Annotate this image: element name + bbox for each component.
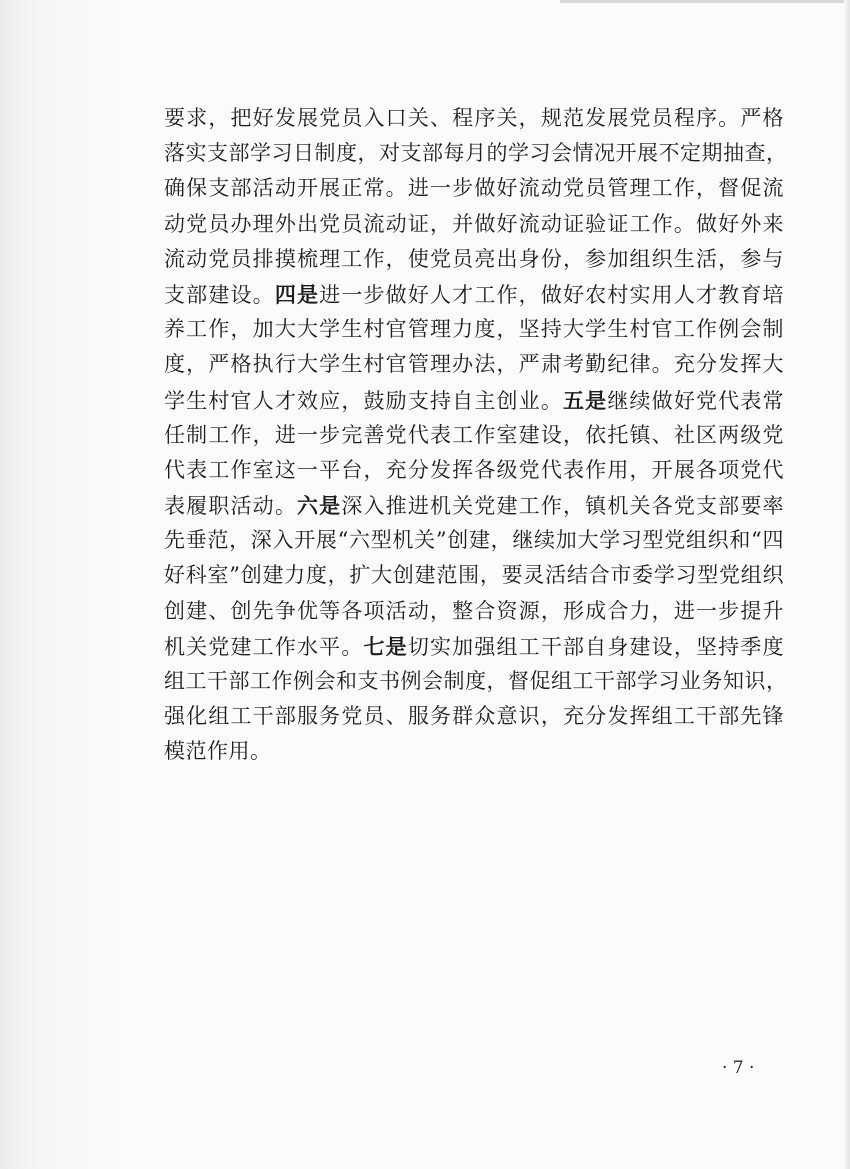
body-paragraph xyxy=(164,101,788,770)
text-run: 度，严格执行大学生村官管理办法，严肃考勤纪律。充分发挥大 xyxy=(164,352,784,377)
text-line xyxy=(164,136,788,171)
bold-heading-marker: 七是 xyxy=(363,633,408,659)
text-run: 落实支部学习日制度，对支部每月的学习会情况开展不定期抽查， xyxy=(164,141,788,166)
text-run: 继续做好党代表常 xyxy=(607,388,785,413)
text-line xyxy=(164,418,784,453)
text-run: 代表工作室这一平台，充分发挥各级党代表作用，开展各项党代 xyxy=(164,457,784,482)
text-line xyxy=(164,171,784,206)
text-line xyxy=(164,558,784,593)
text-run: 动党员办理外出党员流动证，并做好流动证验证工作。做好外来 xyxy=(164,211,784,236)
scan-top-edge-line xyxy=(560,0,850,3)
text-run: 学生村官人才效应，鼓励支持自主创业。 xyxy=(164,388,563,413)
text-line xyxy=(164,453,784,488)
text-line xyxy=(164,699,784,734)
text-run: 要求，把好发展党员入口关、程序关，规范发展党员程序。严格 xyxy=(164,106,784,130)
text-line xyxy=(164,383,784,418)
text-line xyxy=(164,594,784,629)
text-run: 强化组工干部服务党员、服务群众意识，充分发挥组工干部先锋 xyxy=(164,704,784,729)
text-run: 表履职活动。 xyxy=(164,494,297,519)
text-run: 流动党员排摸梳理工作，使党员亮出身份，参加组织生活，参与 xyxy=(164,246,784,271)
text-line xyxy=(164,242,784,277)
text-run: 组工干部工作例会和支书例会制度，督促组工干部学习业务知识， xyxy=(164,669,788,693)
text-run: 支部建设。 xyxy=(164,282,275,307)
text-run: 创建、创先争优等各项活动，整合资源，形成合力，进一步提升 xyxy=(164,598,784,623)
text-line xyxy=(164,523,784,558)
scan-right-edge-shadow xyxy=(844,0,850,1169)
text-line xyxy=(164,207,784,242)
scan-binding-shadow xyxy=(0,0,125,1169)
text-line xyxy=(164,488,784,523)
text-run: 进一步做好人才工作，做好农村实用人才教育培 xyxy=(319,282,785,307)
bold-heading-marker: 五是 xyxy=(563,387,608,413)
text-line xyxy=(164,734,784,769)
text-line xyxy=(164,312,784,347)
text-run: 确保支部活动开展正常。进一步做好流动党员管理工作，督促流 xyxy=(164,176,784,201)
text-line xyxy=(164,629,784,664)
bold-heading-marker: 四是 xyxy=(274,281,320,307)
text-run: 养工作，加大大学生村官管理力度，坚持大学生村官工作例会制 xyxy=(164,317,784,342)
text-run: 机关党建工作水平。 xyxy=(164,634,364,659)
text-run: 模范作用。 xyxy=(164,739,272,764)
text-line xyxy=(164,277,784,312)
text-run: 切实加强组工干部自身建设，坚持季度 xyxy=(407,634,785,659)
text-run: 任制工作，进一步完善党代表工作室建设，依托镇、社区两级党 xyxy=(164,422,784,447)
text-run: 先垂范，深入开展“六型机关”创建，继续加大学习型党组织和“四 xyxy=(164,528,784,553)
text-line xyxy=(164,101,784,136)
text-line xyxy=(164,347,784,382)
page-number: · 7 · xyxy=(722,1058,755,1078)
text-run: 好科室”创建力度，扩大创建范围，要灵活结合市委学习型党组织 xyxy=(164,563,784,588)
text-run: 深入推进机关党建工作，镇机关各党支部要率 xyxy=(341,494,785,519)
bold-heading-marker: 六是 xyxy=(297,493,342,519)
text-line xyxy=(164,664,788,699)
